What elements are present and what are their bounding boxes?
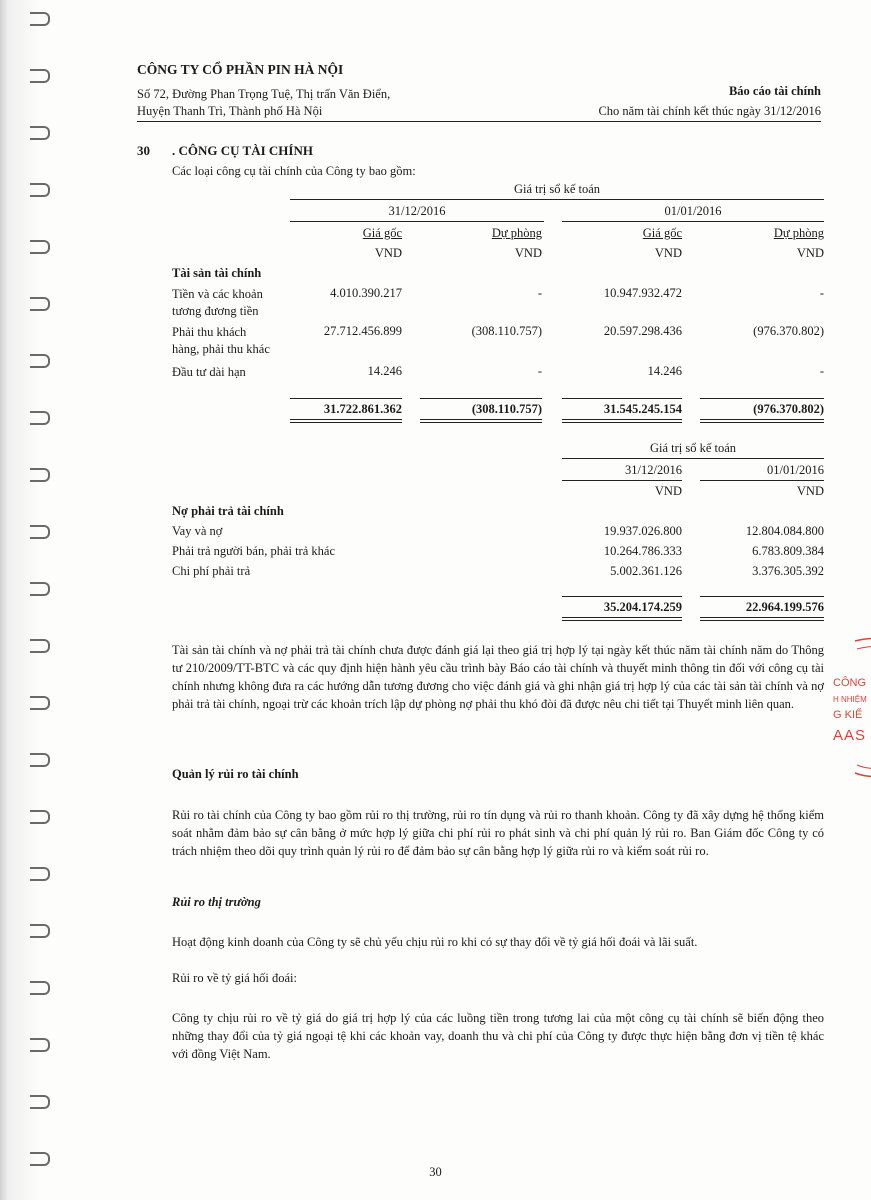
liab-total-bottom-line-1	[562, 617, 682, 621]
binder-ring	[30, 867, 50, 881]
liab-row-value-1: 19.937.026.800	[603, 524, 682, 538]
binder-ring	[30, 69, 50, 83]
assets-group-line	[290, 199, 824, 200]
assets-total-cost-2: 31.545.245.154	[603, 402, 682, 416]
asset-row-cost-1: 4.010.390.217	[330, 286, 402, 300]
assets-total-top-line-3	[562, 398, 682, 399]
company-address-line2: Huyện Thanh Trì, Thành phố Hà Nội	[137, 104, 323, 118]
binder-ring	[30, 696, 50, 710]
liab-total-bottom-line-2	[700, 617, 824, 621]
binder-ring	[30, 810, 50, 824]
asset-row-provision-1: -	[537, 364, 542, 378]
market-risk-heading: Rủi ro thị trường	[172, 895, 261, 909]
liab-total-top-line-1	[562, 596, 682, 597]
report-title: Báo cáo tài chính	[728, 84, 821, 98]
assets-unit-3: VND	[654, 246, 682, 260]
binder-ring	[30, 126, 50, 140]
section-title: . CÔNG CỤ TÀI CHÍNH	[172, 143, 313, 158]
assets-col-cost-2: Giá gốc	[642, 226, 682, 240]
asset-row-provision-2: -	[819, 286, 824, 300]
asset-row-cost-2: 14.246	[647, 364, 682, 378]
asset-row-provision-1: (308.110.757)	[471, 324, 542, 338]
liab-row-value-2: 6.783.809.384	[752, 544, 824, 558]
asset-row-label: Phải thu khách hàng, phải thu khác	[172, 325, 270, 356]
assets-group-header: Giá trị sổ kế toán	[513, 182, 601, 196]
binder-ring	[30, 525, 50, 539]
report-period: Cho năm tài chính kết thúc ngày 31/12/2016	[598, 104, 821, 118]
assets-col-provision-2: Dự phòng	[773, 226, 824, 240]
assets-col-provision-1: Dự phòng	[491, 226, 542, 240]
assets-period1: 31/12/2016	[388, 204, 446, 218]
asset-row-provision-2: (976.370.802)	[753, 324, 824, 338]
asset-row-cost-1: 14.246	[367, 364, 402, 378]
risk-management-heading: Quản lý rủi ro tài chính	[172, 767, 299, 781]
assets-section-label: Tài sản tài chính	[172, 266, 262, 280]
asset-row-label: Tiền và các khoản tương đương tiền	[172, 287, 263, 318]
assets-total-provision-1: (308.110.757)	[471, 402, 542, 416]
stamp-line3: G KIỂ	[833, 709, 863, 721]
liab-row-label: Phải trả người bán, phải trả khác	[172, 544, 335, 558]
liab-total-value-1: 35.204.174.259	[603, 600, 682, 614]
liab-group-line	[562, 458, 824, 459]
assets-period2-line	[562, 221, 824, 222]
liab-row-value-2: 3.376.305.392	[752, 564, 824, 578]
liab-total-top-line-2	[700, 596, 824, 597]
stamp-line2: H NHIỆM	[833, 695, 867, 704]
page-number: 30	[429, 1165, 442, 1179]
liab-row-value-1: 10.264.786.333	[603, 544, 682, 558]
binding-edge	[0, 0, 46, 1200]
asset-row-provision-1: -	[537, 286, 542, 300]
liab-row-label: Vay và nợ	[172, 524, 223, 538]
binder-ring	[30, 468, 50, 482]
assets-unit-1: VND	[374, 246, 402, 260]
binder-ring	[30, 981, 50, 995]
liab-unit-2: VND	[796, 484, 824, 498]
binder-ring	[30, 354, 50, 368]
liab-period2-line	[700, 480, 824, 481]
fx-risk-heading: Rủi ro về tỷ giá hối đoái:	[172, 971, 297, 985]
assets-total-top-line-4	[700, 398, 824, 399]
assets-total-bottom-line-4	[700, 419, 824, 423]
assets-unit-4: VND	[796, 246, 824, 260]
liab-total-value-2: 22.964.199.576	[745, 600, 824, 614]
liab-unit-1: VND	[654, 484, 682, 498]
liab-row-value-1: 5.002.361.126	[610, 564, 682, 578]
assets-total-cost-1: 31.722.861.362	[323, 402, 402, 416]
asset-row-cost-2: 20.597.298.436	[603, 324, 682, 338]
asset-row-provision-2: -	[819, 364, 824, 378]
liab-row-label: Chi phí phải trả	[172, 564, 251, 578]
market-risk-paragraph: Hoạt động kinh doanh của Công ty sẽ chủ yếu chịu rủi ro khi có sự thay đổi về tỷ giá hối đoái và lãi suất.	[172, 935, 698, 949]
assets-total-bottom-line-3	[562, 419, 682, 423]
assets-total-top-line-2	[420, 398, 542, 399]
binder-ring	[30, 297, 50, 311]
binder-ring	[30, 411, 50, 425]
liab-period2: 01/01/2016	[767, 463, 824, 477]
binder-ring	[30, 582, 50, 596]
binder-ring	[30, 183, 50, 197]
binder-ring	[30, 1152, 50, 1166]
assets-period1-line	[290, 221, 544, 222]
company-address-line1: Số 72, Đường Phan Trọng Tuệ, Thị trấn Văn Điển,	[137, 87, 391, 101]
stamp-line1: CÔNG	[833, 677, 866, 689]
asset-row-label: Đầu tư dài hạn	[172, 365, 246, 379]
asset-row-cost-2: 10.947.932.472	[603, 286, 682, 300]
binder-ring	[30, 639, 50, 653]
binder-ring	[30, 924, 50, 938]
binder-ring	[30, 753, 50, 767]
section-intro: Các loại công cụ tài chính của Công ty bao gồm:	[172, 164, 416, 178]
fx-risk-paragraph: Công ty chịu rủi ro về tỷ giá do giá trị hợp lý của các luồng tiền trong tương lai của một công cụ tài chính sẽ biến động theo những thay đổi của tỷ giá ngoại tệ khi các khoản vay, doanh thu và chi phí của Công ty được thực hiện bằng đơn vị tiền tệ khác với đồng Việt Nam.	[172, 1011, 824, 1061]
binder-ring	[30, 240, 50, 254]
assets-total-bottom-line-2	[420, 419, 542, 423]
auditor-stamp	[819, 633, 871, 783]
assets-col-cost-1: Giá gốc	[362, 226, 402, 240]
liab-period1-line	[562, 480, 682, 481]
company-name: CÔNG TY CỔ PHẦN PIN HÀ NỘI	[137, 62, 344, 77]
asset-row-cost-1: 27.712.456.899	[323, 324, 402, 338]
liab-period1: 31/12/2016	[625, 463, 682, 477]
stamp-line4: AAS	[833, 727, 867, 744]
fair-value-paragraph: Tài sản tài chính và nợ phải trả tài chính chưa được đánh giá lại theo giá trị hợp lý tại ngày kết thúc năm tài chính năm do Thông tư 210/2009/TT-BTC và các quy định hiện hành yêu cầu trình bày Báo cáo tài chính và thuyết minh thông tin đối với công cụ tài chính nhưng không đưa ra các hướng dẫn tương đương cho việc đánh giá và ghi nhận giá trị hợp lý của các tài sản tài chính và nợ phải trả tài chính, ngoại trừ các khoản trích lập dự phòng nợ phải thu khó đòi đã được nêu chi tiết tại Thuyết minh liên quan.	[172, 643, 824, 711]
assets-period2: 01/01/2016	[664, 204, 722, 218]
liab-section-label: Nợ phải trả tài chính	[172, 504, 284, 518]
binder-ring	[30, 12, 50, 26]
assets-total-top-line-1	[290, 398, 402, 399]
liab-group-header: Giá trị sổ kế toán	[649, 441, 737, 455]
binder-ring	[30, 1038, 50, 1052]
liab-row-value-2: 12.804.084.800	[745, 524, 824, 538]
risk-management-paragraph: Rủi ro tài chính của Công ty bao gồm rủi ro thị trường, rủi ro tín dụng và rủi ro thanh khoản. Công ty đã xây dựng hệ thống kiểm soát nhằm đảm bảo sự cân bằng ở mức hợp lý giữa chi phí rủi ro phát sinh và chi phí quản lý rủi ro. Ban Giám đốc Công ty có trách nhiệm theo dõi quy trình quản lý rủi ro để đảm bảo sự cân bằng hợp lý giữa rủi ro và kiểm soát rủi ro.	[172, 808, 824, 858]
stamp-rings-icon	[819, 633, 871, 783]
header-divider	[137, 121, 821, 122]
assets-unit-2: VND	[514, 246, 542, 260]
assets-total-provision-2: (976.370.802)	[753, 402, 824, 416]
assets-total-bottom-line-1	[290, 419, 402, 423]
section-number: 30	[137, 143, 150, 158]
binder-ring	[30, 1095, 50, 1109]
